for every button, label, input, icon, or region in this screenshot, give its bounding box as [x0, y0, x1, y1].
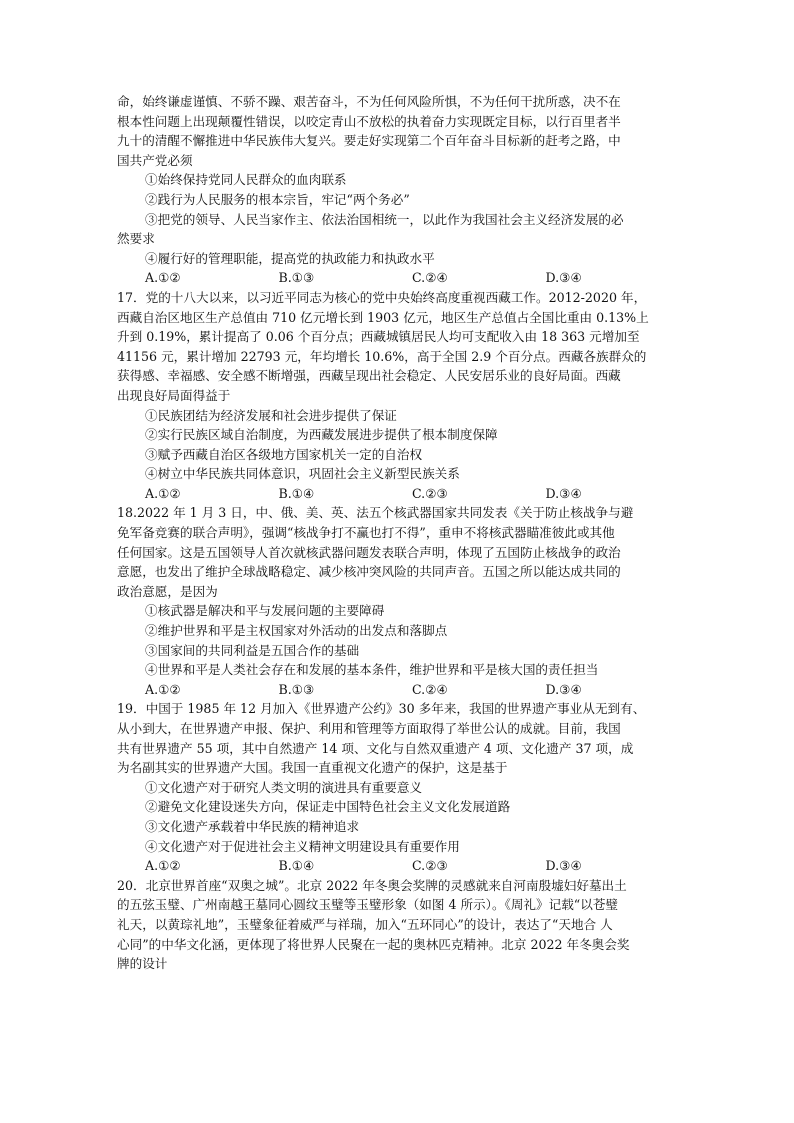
- q17-choice-c[interactable]: C.②③: [412, 485, 448, 501]
- q19-choice-a[interactable]: A.①②: [145, 858, 181, 874]
- q16-option-4: ④履行好的管理职能，提高党的执政能力和执政水平: [145, 250, 435, 266]
- q17-option-1: ①民族团结为经济发展和社会进步提供了保证: [145, 407, 397, 423]
- q19-line-3: 共有世界遗产 55 项，其中自然遗产 14 项、文化与自然双重遗产 4 项、文化遗产 37 项，成: [117, 740, 634, 756]
- q17-option-2: ②实行民族区域自治制度，为西藏发展进步提供了根本制度保障: [145, 427, 498, 443]
- q18-choice-a[interactable]: A.①②: [145, 681, 181, 697]
- question-18: [117, 503, 679, 699]
- q17-choice-d[interactable]: D.③④: [545, 485, 582, 501]
- q18-option-2: ②维护世界和平是主权国家对外活动的出发点和落脚点: [145, 623, 448, 639]
- q16-option-3: ③把党的领导、人民当家作主、依法治国相统一，以此作为我国社会主义经济发展的必: [145, 211, 624, 227]
- q17-option-4: ④树立中华民族共同体意识，巩固社会主义新型民族关系: [145, 466, 460, 482]
- q16-choices: [117, 268, 679, 288]
- q18-line-2: 免军备竞赛的联合声明》，强调“核战争打不赢也打不得”，重申不将核武器瞄准彼此或其他: [117, 525, 615, 541]
- q19-choice-b[interactable]: B.①④: [278, 858, 315, 874]
- q20-line-2: 的五弦玉璧、广州南越王墓同心圆纹玉璧等玉璧形象（如图 4 所示）。《周礼》记载“以苍璧: [117, 897, 619, 913]
- q16-line-1: 命，始终谦虚谨慎、不骄不躁、艰苦奋斗，不为任何风险所惧，不为任何干扰所惑，决不在: [117, 94, 621, 109]
- q16-line-4: 国共产党必须: [117, 152, 193, 168]
- q18-option-3: ③国家间的共同利益是五国合作的基础: [145, 642, 360, 658]
- q17-choice-b[interactable]: B.①④: [278, 485, 315, 501]
- q18-line-1: 18.2022 年 1 月 3 日，中、俄、美、英、法五个核武器国家共同发表《关于防止核战争与避: [117, 505, 634, 521]
- q16-choice-c[interactable]: C.②④: [412, 270, 448, 286]
- q17-line-6: 出现良好局面得益于: [117, 387, 231, 403]
- q19-option-4: ④文化遗产对于促进社会主义精神文明建设具有重要作用: [145, 838, 460, 854]
- q20-line-1: 20．北京世界首座“双奥之城”。北京 2022 年冬奥会奖牌的灵感就来自河南殷墟妇好墓出土: [117, 877, 627, 893]
- q18-choices: [117, 680, 679, 700]
- q18-choice-d[interactable]: D.③④: [545, 681, 582, 697]
- question-20: [117, 876, 679, 974]
- q17-line-5: 获得感、幸福感、安全感不断增强，西藏呈现出社会稳定、人民安居乐业的良好局面。西藏: [117, 368, 621, 384]
- q20-line-4: 心同”的中华文化涵，更体现了将世界人民聚在一起的奥林匹克精神。北京 2022 年冬奥会奖: [117, 936, 630, 952]
- q19-line-2: 从小到大，在世界遗产申报、保护、利用和管理等方面取得了举世公认的成就。目前，我国: [117, 721, 621, 736]
- q16-choice-a[interactable]: A.①②: [145, 270, 181, 286]
- q19-option-2: ②避免文化建设迷失方向，保证走中国特色社会主义文化发展道路: [145, 799, 511, 815]
- q19-choice-d[interactable]: D.③④: [545, 858, 582, 874]
- q16-choice-d[interactable]: D.③④: [545, 270, 582, 286]
- q17-line-4: 41156 元，累计增加 22793 元，年均增长 10.6%，高于全国 2.9 个百分点。西藏各族群众的: [117, 348, 647, 364]
- q17-line-2: 西藏自治区地区生产总值由 710 亿元增长到 1903 亿元，地区生产总值占全国比重由 0.13%上: [117, 309, 649, 325]
- q16-option-3-cont: 然要求: [117, 231, 155, 247]
- q16-line-3: 九十的清醒不懈推进中华民族伟大复兴。要走好实现第二个百年奋斗目标新的赶考之路，中: [117, 133, 621, 149]
- question-17: [117, 288, 679, 504]
- q18-option-1: ①核武器是解决和平与发展问题的主要障碍: [145, 603, 385, 619]
- q19-line-4: 为名副其实的世界遗产大国。我国一直重视文化遗产的保护，这是基于: [117, 760, 508, 776]
- q19-choice-c[interactable]: C.②③: [412, 858, 448, 874]
- q19-line-1: 19．中国于 1985 年 12 月加入《世界遗产公约》30 多年来，我国的世界遗产事业从无到有、: [117, 701, 646, 717]
- q18-line-3: 任何国家。这是五国领导人首次就核武器问题发表联合声明，体现了五国防止核战争的政治: [117, 544, 621, 560]
- q17-choices: [117, 484, 679, 504]
- q18-line-5: 政治意愿，是因为: [117, 583, 218, 599]
- q17-option-3: ③赋予西藏自治区各级地方国家机关一定的自治权: [145, 446, 423, 462]
- q16-option-1: ①始终保持党同人民群众的血肉联系: [145, 172, 347, 188]
- q19-option-1: ①文化遗产对于研究人类文明的演进具有重要意义: [145, 779, 423, 795]
- q19-option-3: ③文化遗产承载着中华民族的精神追求: [145, 818, 360, 834]
- q18-line-4: 意愿，也发出了维护全球战略稳定、减少核冲突风险的共同声音。五国之所以能达成共同的: [117, 564, 621, 580]
- q18-option-4: ④世界和平是人类社会存在和发展的基本条件，维护世界和平是核大国的责任担当: [145, 662, 599, 678]
- question-19: [117, 699, 679, 875]
- q17-line-3: 升到 0.19%，累计提高了 0.06 个百分点；西藏城镇居民人均可支配收入由 18 363 元增加至: [117, 329, 640, 345]
- question-16: [117, 92, 679, 288]
- q20-line-5: 牌的设计: [117, 956, 168, 972]
- q18-choice-b[interactable]: B.①③: [278, 681, 315, 697]
- exam-page: [117, 92, 679, 974]
- q17-choice-a[interactable]: A.①②: [145, 485, 181, 501]
- q19-choices: [117, 856, 679, 876]
- q16-choice-b[interactable]: B.①③: [278, 270, 315, 286]
- q20-line-3: 礼天，以黄琮礼地”，玉璧象征着威严与祥瑞，加入“五环同心”的设计，表达了“天地合 人: [117, 916, 613, 932]
- q17-line-1: 17．党的十八大以来，以习近平同志为核心的党中央始终高度重视西藏工作。2012-2020 年，: [117, 289, 647, 305]
- q16-option-2: ②践行为人民服务的根本宗旨，牢记“两个务必”: [145, 191, 410, 207]
- q16-line-2: 根本性问题上出现颠覆性错误，以咬定青山不放松的执着奋力实现既定目标，以行百里者半: [117, 113, 621, 129]
- q18-choice-c[interactable]: C.②④: [412, 681, 448, 697]
